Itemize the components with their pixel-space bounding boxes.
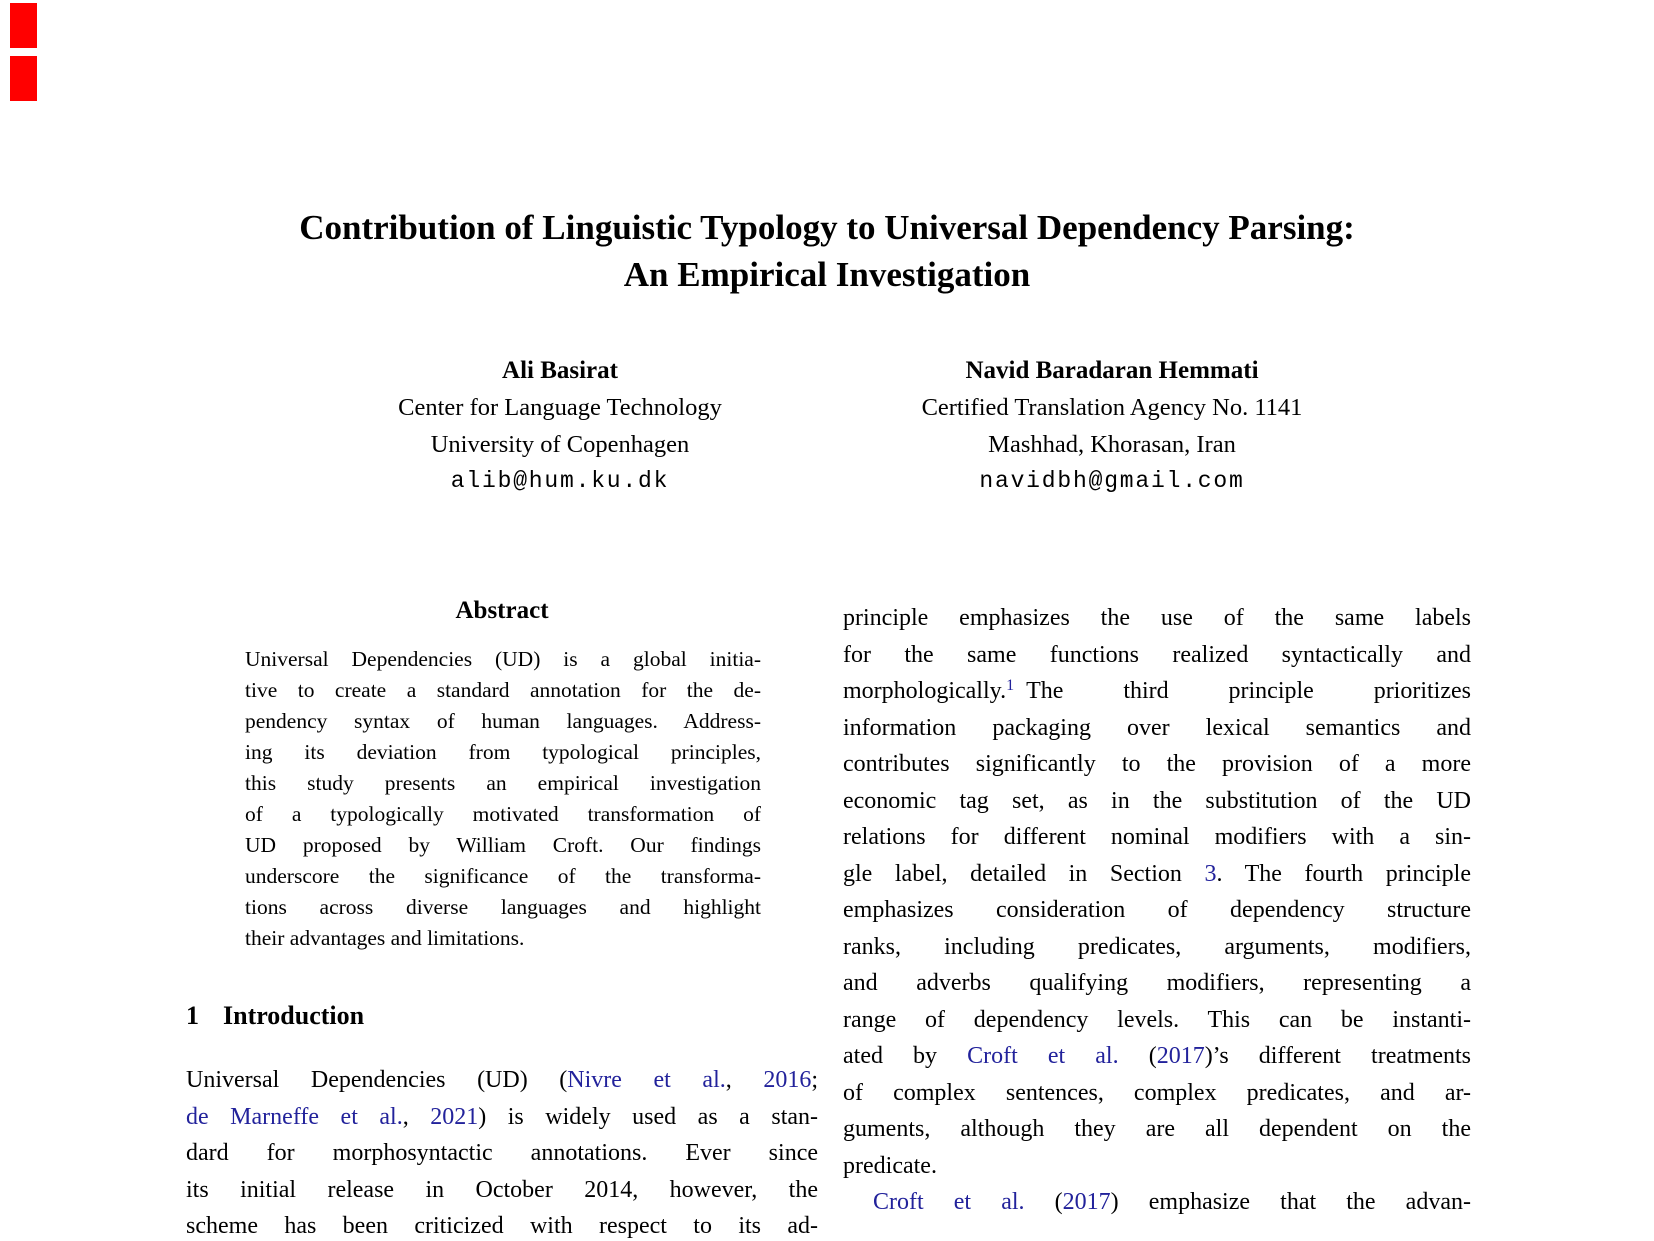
text-segment: ranks, including predicates, arguments, modifiers, xyxy=(843,933,1471,960)
text-segment: ; xyxy=(811,1067,818,1093)
text-line xyxy=(186,1172,818,1209)
text-segment: their advantages and limitations. xyxy=(245,926,525,950)
paper-title-line2: An Empirical Investigation xyxy=(623,255,1031,294)
text-segment: ated by xyxy=(843,1043,968,1069)
text-segment: and adverbs qualifying modifiers, representing a xyxy=(843,970,1471,996)
abstract-text xyxy=(245,644,761,954)
text-segment: morphologically. xyxy=(843,678,1007,704)
text-segment: gle label, detailed in Section xyxy=(843,860,1205,887)
text-segment: pendency syntax of human languages. Address- xyxy=(245,709,761,733)
text-line xyxy=(843,746,1471,783)
text-segment: )’s different treatments xyxy=(1204,1043,1471,1069)
author-affiliation: Certified Translation Agency No. 1141 xyxy=(921,394,1303,421)
author-affiliation: Mashhad, Khorasan, Iran xyxy=(988,431,1236,458)
author-affiliation: University of Copenhagen xyxy=(430,431,690,458)
text-segment: of complex sentences, complex predicates, and ar- xyxy=(843,1079,1471,1106)
text-line xyxy=(245,799,761,830)
text-line xyxy=(186,1208,818,1241)
text-segment: , xyxy=(402,1103,431,1130)
author-name: Navid Baradaran Hemmati xyxy=(965,357,1259,384)
text-line xyxy=(843,1002,1471,1039)
red-marker-top xyxy=(10,3,37,48)
author-block-2 xyxy=(852,352,1372,500)
text-segment: for the same functions realized syntactically and xyxy=(843,641,1471,668)
citation-link[interactable]: Croft et al. xyxy=(967,1043,1119,1069)
text-segment: , xyxy=(725,1067,764,1093)
section-title: Introduction xyxy=(223,1001,365,1030)
text-line xyxy=(843,1184,1471,1221)
text-segment: economic tag set, as in the substitution of the UD xyxy=(843,787,1471,814)
author-affiliation: Center for Language Technology xyxy=(398,394,722,421)
text-segment: this study presents an empirical investigation xyxy=(245,771,761,795)
text-line xyxy=(186,1099,818,1136)
citation-link[interactable]: Nivre et al. xyxy=(567,1067,726,1093)
section-number: 1 xyxy=(186,1001,199,1030)
text-line xyxy=(843,637,1471,674)
text-line xyxy=(843,710,1471,747)
text-segment: The third principle prioritizes xyxy=(1014,678,1471,704)
paper-title xyxy=(186,204,1468,298)
text-line xyxy=(843,892,1471,929)
text-line xyxy=(245,892,761,923)
text-segment: emphasizes consideration of dependency structure xyxy=(843,897,1471,923)
text-segment: . The fourth principle xyxy=(1216,860,1471,887)
text-segment: information packaging over lexical semantics and xyxy=(843,714,1471,741)
text-segment: Universal Dependencies (UD) ( xyxy=(186,1067,568,1093)
author-name: Ali Basirat xyxy=(502,357,618,384)
text-line xyxy=(245,830,761,861)
author-email: navidbh@gmail.com xyxy=(979,468,1245,494)
text-segment: principle emphasizes the use of the same labels xyxy=(843,605,1471,631)
text-segment: underscore the significance of the transforma- xyxy=(245,864,761,888)
text-line xyxy=(843,783,1471,820)
abstract-heading: Abstract xyxy=(455,597,549,624)
text-line xyxy=(843,929,1471,966)
red-marker-bottom xyxy=(10,56,37,101)
text-segment: its initial release in October 2014, however, the xyxy=(186,1176,818,1203)
right-column-text xyxy=(843,600,1471,1221)
text-segment: relations for different nominal modifiers with a sin- xyxy=(843,824,1471,850)
text-segment: guments, although they are all dependent on the xyxy=(843,1116,1471,1142)
text-line xyxy=(843,856,1471,893)
citation-link[interactable]: Croft et al. xyxy=(873,1189,1025,1215)
text-segment: range of dependency levels. This can be instanti- xyxy=(843,1006,1471,1033)
author-block-1 xyxy=(300,352,820,500)
text-line xyxy=(245,644,761,675)
text-line xyxy=(245,923,761,954)
text-line xyxy=(843,600,1471,637)
text-segment: ( xyxy=(1024,1189,1063,1215)
citation-link[interactable]: 2021 xyxy=(430,1103,479,1130)
text-segment: predicate. xyxy=(843,1152,937,1179)
text-segment: dard for morphosyntactic annotations. Ever since xyxy=(186,1140,818,1166)
text-segment: Universal Dependencies (UD) is a global initia- xyxy=(245,647,761,671)
text-line xyxy=(186,1135,818,1172)
paper-title-line1: Contribution of Linguistic Typology to Universal Dependency Parsing: xyxy=(299,208,1355,247)
citation-link[interactable]: 2017 xyxy=(1062,1189,1111,1215)
text-line xyxy=(843,1075,1471,1112)
text-segment: ) emphasize that the advan- xyxy=(1110,1189,1471,1215)
text-line xyxy=(245,861,761,892)
citation-link[interactable]: 3 xyxy=(1204,860,1217,887)
citation-link[interactable]: 2016 xyxy=(763,1067,812,1093)
introduction-text xyxy=(186,1062,818,1241)
text-line xyxy=(843,1111,1471,1148)
text-segment: ing its deviation from typological principles, xyxy=(245,740,761,764)
text-line xyxy=(245,768,761,799)
citation-link[interactable]: 2017 xyxy=(1156,1043,1205,1069)
text-line xyxy=(245,737,761,768)
text-segment: ( xyxy=(1118,1043,1157,1069)
text-line xyxy=(843,673,1471,710)
citation-link[interactable]: de Marneffe et al. xyxy=(186,1103,403,1130)
text-line xyxy=(186,1062,818,1099)
section-heading-introduction xyxy=(186,1001,364,1031)
text-line xyxy=(843,819,1471,856)
text-line xyxy=(843,1038,1471,1075)
text-segment: of a typologically motivated transformation of xyxy=(245,802,761,826)
text-line xyxy=(245,675,761,706)
text-line xyxy=(843,1148,1471,1185)
text-segment: tive to create a standard annotation for the de- xyxy=(245,678,761,702)
text-line xyxy=(245,706,761,737)
author-email: alib@hum.ku.dk xyxy=(450,468,670,494)
text-segment: scheme has been criticized with respect to its ad- xyxy=(186,1213,818,1239)
text-segment: ) is widely used as a stan- xyxy=(478,1103,818,1130)
text-segment: contributes significantly to the provision of a more xyxy=(843,751,1471,777)
text-line xyxy=(843,965,1471,1002)
footnote-ref-link[interactable]: 1 xyxy=(1006,676,1015,694)
text-segment: UD proposed by William Croft. Our findings xyxy=(245,833,761,857)
text-segment: tions across diverse languages and highlight xyxy=(245,895,761,919)
